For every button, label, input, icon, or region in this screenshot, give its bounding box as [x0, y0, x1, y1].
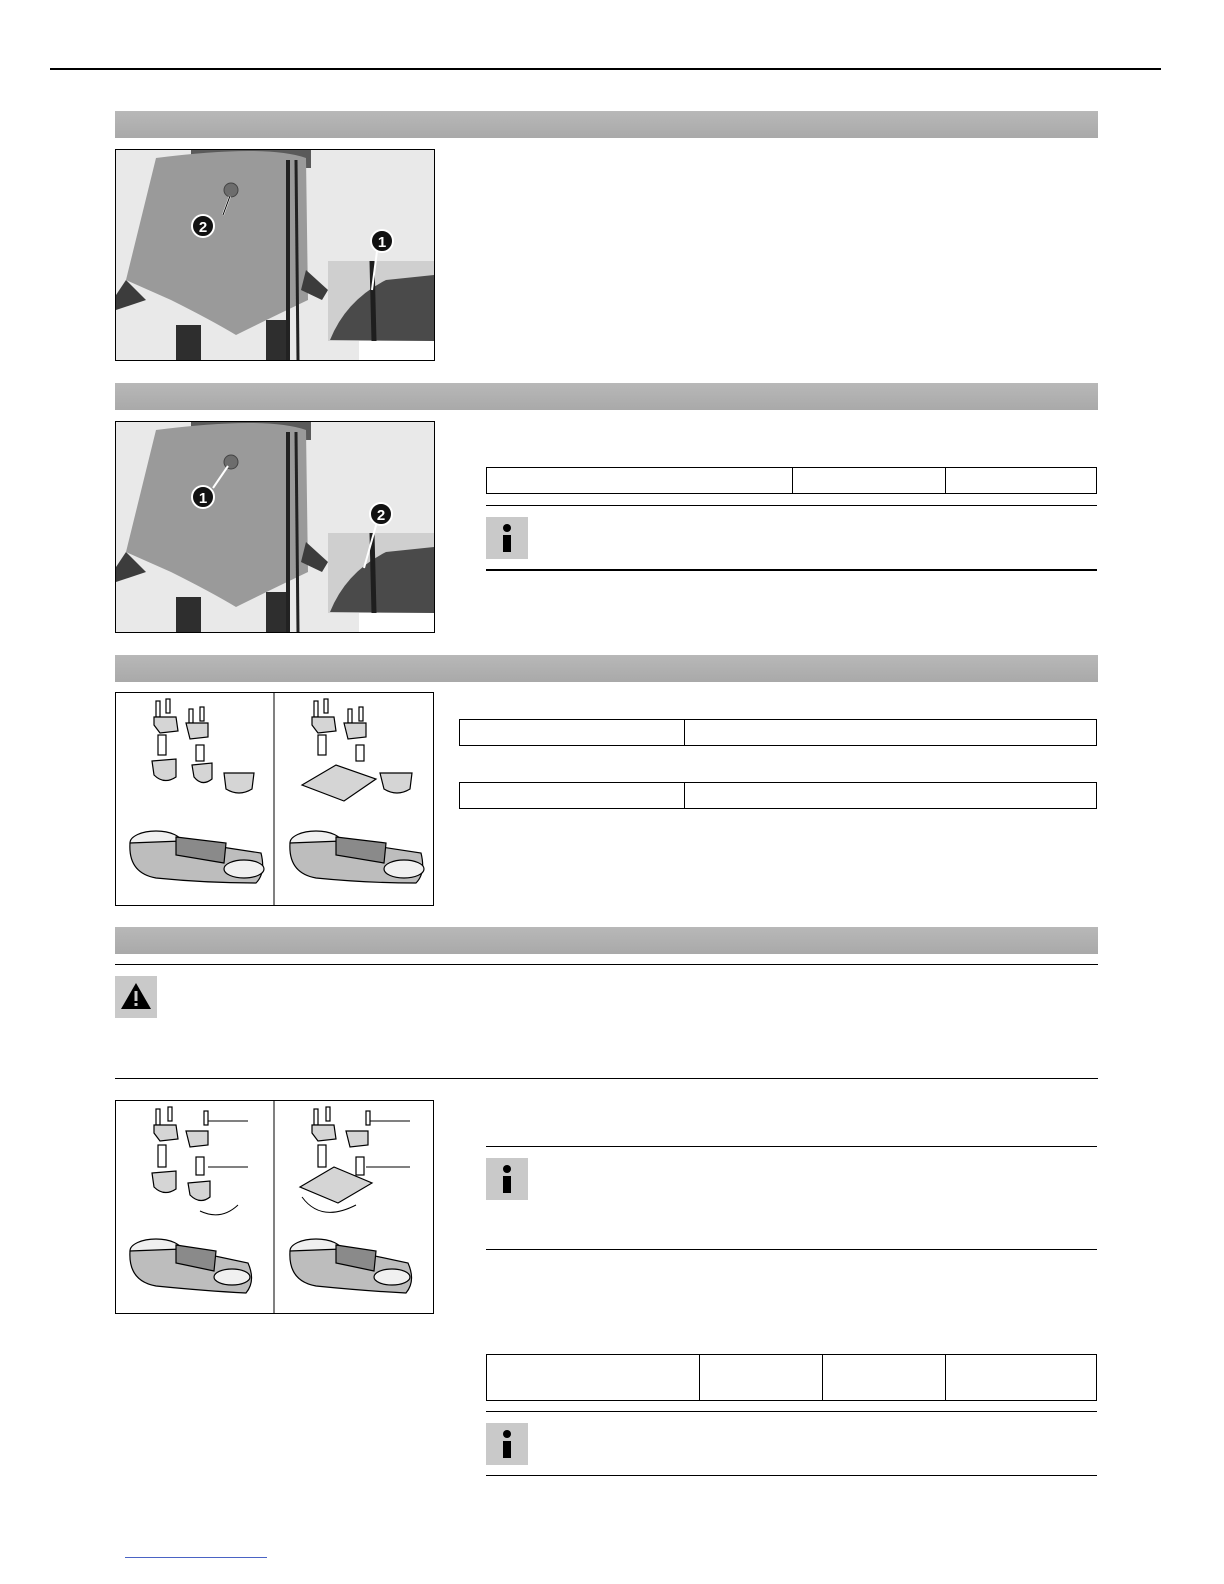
spec-table-3-cell	[685, 783, 1097, 809]
spec-table-1-cell	[946, 468, 1097, 494]
svg-text:1: 1	[198, 490, 208, 507]
callout-2-label: 2	[198, 219, 208, 236]
number-plate-photo-1	[115, 149, 435, 361]
section-heading-bar-4	[115, 927, 1098, 954]
handlebar-clamp-drawing-2	[115, 1100, 434, 1314]
spec-table-2-cell	[460, 720, 685, 746]
note-rule-bottom-3	[486, 1475, 1097, 1476]
handlebar-clamp-drawing-1	[115, 692, 434, 906]
footer-link[interactable]	[125, 1557, 267, 1558]
number-plate-image-2	[116, 422, 434, 632]
info-icon	[486, 1423, 528, 1465]
spec-table-2	[459, 719, 1097, 746]
info-icon	[486, 1158, 528, 1200]
warning-rule-bottom	[115, 1078, 1098, 1079]
section-heading-bar-3	[115, 655, 1098, 682]
note-rule-bottom-2	[486, 1249, 1097, 1250]
note-rule-bottom	[486, 569, 1097, 571]
spec-table-4-cell	[823, 1355, 946, 1401]
spec-table-1	[486, 467, 1097, 494]
header-rule	[50, 68, 1161, 70]
spec-table-3	[459, 782, 1097, 809]
spec-table-2-cell	[685, 720, 1097, 746]
spec-table-4-cell	[946, 1355, 1097, 1401]
note-rule-top-2	[486, 1146, 1097, 1147]
number-plate-photo-2	[115, 421, 435, 633]
spec-table-3-cell	[460, 783, 685, 809]
callout-1-label: 1	[377, 234, 387, 251]
note-rule-top	[486, 505, 1097, 506]
spec-table-4	[486, 1354, 1097, 1401]
spec-table-1-cell	[487, 468, 793, 494]
section-heading-bar-2	[115, 383, 1098, 410]
spec-table-1-cell	[793, 468, 946, 494]
warning-rule-top	[115, 964, 1098, 965]
section-heading-bar-1	[115, 111, 1098, 138]
note-rule-top-3	[486, 1411, 1097, 1412]
spec-table-4-cell	[700, 1355, 823, 1401]
handlebar-clamp-rotate-illustration	[116, 1101, 433, 1313]
spec-table-4-cell	[487, 1355, 700, 1401]
warning-icon	[115, 976, 157, 1018]
number-plate-image-1	[116, 150, 434, 360]
handlebar-clamp-illustration	[116, 693, 433, 905]
info-icon	[486, 517, 528, 559]
svg-text:2: 2	[376, 507, 386, 524]
